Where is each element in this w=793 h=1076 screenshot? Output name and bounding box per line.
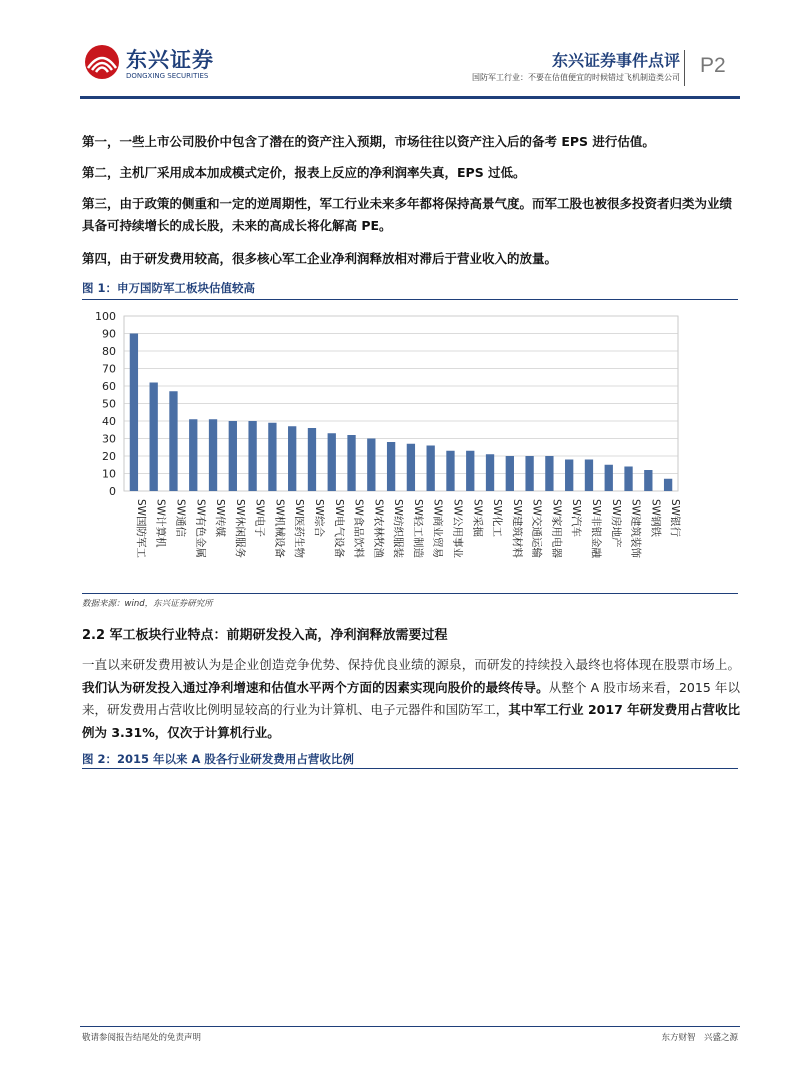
x-tick-label: SW通信 [174, 499, 187, 538]
paragraph-third: 第三，由于政策的侧重和一定的逆周期性，军工行业未来多年都将保持高景气度。而军工股也被很多投资者归类为业绩具备可持续增长的成长股，未来的高成长将化解高 PE。 [82, 196, 733, 233]
bar [565, 460, 573, 492]
report-subtitle: 国防军工行业：不要在估值便宜的时候错过飞机制造类公司 [472, 73, 680, 82]
bar [407, 444, 415, 491]
bar [248, 421, 256, 491]
x-tick-label: SW轻工制造 [411, 499, 424, 559]
y-tick-label: 100 [95, 310, 116, 323]
paragraph-fourth: 第四，由于研发费用较高，很多核心军工企业净利润释放相对滞后于营业收入的放量。 [82, 251, 558, 266]
x-tick-label: SW食品饮料 [352, 499, 365, 559]
figure1-bottom-rule [82, 593, 738, 594]
bar [150, 383, 158, 492]
bar [525, 456, 533, 491]
paragraph-first: 第一，一些上市公司股价中包含了潜在的资产注入预期，市场往往以资产注入后的备考 EPS 进行估值。 [82, 134, 655, 149]
x-tick-label: SW家用电器 [550, 499, 563, 559]
x-tick-label: SW电子 [253, 499, 266, 538]
bar [308, 428, 316, 491]
bar [347, 435, 355, 491]
y-tick-label: 60 [102, 380, 116, 393]
bar [486, 454, 494, 491]
x-tick-label: SW传媒 [214, 499, 227, 538]
y-tick-label: 70 [102, 362, 116, 376]
section-text-d: 其中军工行业 2017 年研发费用占营收比例为 3.31%，仅次于计算机行业。 [82, 702, 740, 740]
footer-rule [80, 1026, 740, 1027]
y-tick-label: 90 [102, 327, 116, 341]
bar [209, 419, 217, 491]
figure1-caption: 图 1：申万国防军工板块估值较高 [82, 281, 256, 295]
x-tick-label: SW钢铁 [649, 499, 662, 538]
bar [268, 423, 276, 491]
figure2-top-rule [82, 768, 738, 769]
bar [169, 391, 177, 491]
y-tick-label: 0 [109, 485, 116, 498]
bar [367, 439, 375, 492]
figure1-top-rule [82, 299, 738, 300]
section-text-b: 我们认为研发投入通过净利增速和估值水平两个方面的因素实现向股价的最终传导。 [82, 679, 549, 695]
header-divider [684, 50, 685, 86]
x-tick-label: SW电气设备 [332, 499, 345, 559]
x-tick-label: SW有色金属 [194, 499, 207, 559]
x-tick-label: SW商业贸易 [431, 499, 444, 559]
y-tick-label: 10 [102, 467, 116, 481]
x-tick-label: SW交通运输 [530, 499, 543, 559]
x-tick-label: SW房地产 [609, 499, 622, 548]
bar [387, 442, 395, 491]
section-text-c: 从整个 A 股市场来看，2015 年以来，研发费用占营收比例明显较高的行业为计算机、电子元器件和国防军工， [82, 679, 740, 717]
x-tick-label: SW医药生物 [293, 499, 306, 559]
bar [605, 465, 613, 491]
figure2-caption: 图 2：2015 年以来 A 股各行业研发费用占营收比例 [82, 752, 354, 766]
x-tick-label: SW纺织服装 [392, 499, 405, 559]
logo-english-name: DONGXING SECURITIES [126, 72, 209, 80]
y-tick-label: 40 [102, 415, 116, 428]
x-tick-label: SW建筑装饰 [629, 499, 642, 559]
x-tick-label: SW化工 [491, 499, 504, 538]
section-title: 2.2 军工板块行业特点：前期研发投入高，净利润释放需要过程 [82, 628, 448, 643]
x-tick-label: SW农林牧渔 [372, 499, 385, 559]
logo-chinese-name: 东兴证券 [126, 48, 214, 72]
y-tick-label: 30 [102, 432, 116, 446]
x-tick-label: SW计算机 [154, 499, 167, 548]
footer-slogan: 东方财智 兴盛之源 [661, 1033, 738, 1043]
figure1-source: 数据来源：wind，东兴证券研究所 [82, 599, 213, 609]
bar [506, 456, 514, 491]
paragraph-second: 第二，主机厂采用成本加成模式定价，报表上反应的净利润率失真，EPS 过低。 [82, 165, 526, 180]
bar [585, 460, 593, 492]
valuation-bar-chart [82, 305, 692, 590]
bar [229, 421, 237, 491]
bar [427, 446, 435, 492]
bar [288, 426, 296, 491]
bar [446, 451, 454, 491]
x-tick-label: SW汽车 [570, 499, 583, 538]
x-tick-label: SW银行 [669, 499, 682, 538]
report-type-title: 东兴证券事件点评 [551, 51, 680, 70]
x-tick-label: SW采掘 [471, 499, 484, 538]
company-logo-icon [82, 44, 122, 80]
bar [466, 451, 474, 491]
bar [189, 419, 197, 491]
bar [624, 467, 632, 492]
y-tick-label: 20 [102, 450, 116, 463]
x-tick-label: SW休闲服务 [233, 499, 246, 559]
bar [644, 470, 652, 491]
bar [664, 479, 672, 491]
x-tick-label: SW综合 [312, 499, 325, 538]
page-number: P2 [700, 54, 726, 77]
y-tick-label: 50 [102, 397, 116, 411]
bar [130, 334, 138, 492]
x-tick-label: SW非银金融 [589, 499, 602, 559]
section-body [82, 654, 740, 744]
bar [328, 433, 336, 491]
header-rule [80, 96, 740, 99]
x-tick-label: SW机械设备 [273, 499, 286, 559]
footer-disclaimer: 敬请参阅报告结尾处的免责声明 [82, 1033, 202, 1043]
x-tick-label: SW公用事业 [451, 499, 464, 559]
x-tick-label: SW建筑材料 [510, 499, 523, 559]
x-tick-label: SW国防军工 [134, 499, 147, 559]
bar [545, 456, 553, 491]
y-tick-label: 80 [102, 345, 116, 358]
section-text-a: 一直以来研发费用被认为是企业创造竞争优势、保持优良业绩的源泉，而研发的持续投入最终也将体现在股票市场上。 [82, 657, 740, 672]
